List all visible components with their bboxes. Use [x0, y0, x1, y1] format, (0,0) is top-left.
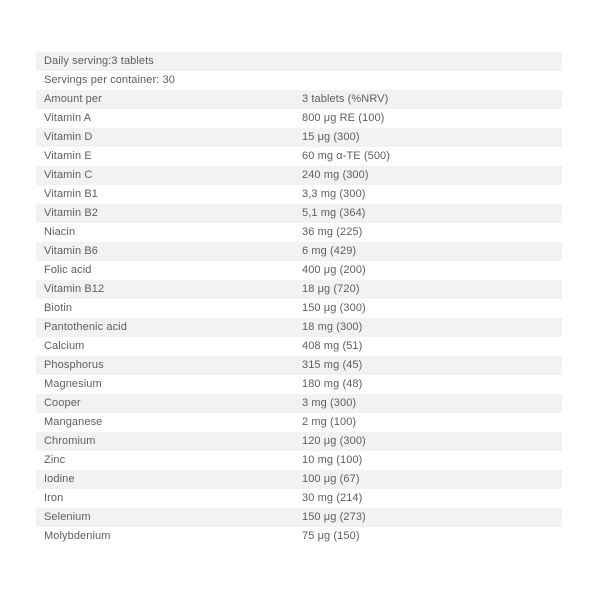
row-value: 10 mg (100) [302, 454, 363, 466]
table-row [36, 261, 562, 280]
row-value: 240 mg (300) [302, 169, 369, 181]
table-row [36, 280, 562, 299]
row-label: Zinc [44, 454, 66, 466]
row-label: Vitamin D [44, 131, 93, 143]
table-row [36, 318, 562, 337]
table-row [36, 470, 562, 489]
row-label: Niacin [44, 226, 76, 238]
row-value: 18 mg (300) [302, 321, 363, 333]
row-value: 3,3 mg (300) [302, 188, 366, 200]
row-value: 180 mg (48) [302, 378, 363, 390]
table-row [36, 432, 562, 451]
row-value: 18 μg (720) [302, 283, 360, 295]
table-row [36, 204, 562, 223]
row-value: 3 mg (300) [302, 397, 357, 409]
row-label: Selenium [44, 511, 91, 523]
row-label: Iron [44, 492, 64, 504]
row-label: Vitamin B6 [44, 245, 98, 257]
row-value: 315 mg (45) [302, 359, 363, 371]
table-row [36, 147, 562, 166]
table-info-row [36, 71, 562, 90]
table-row [36, 109, 562, 128]
table-row [36, 394, 562, 413]
row-label: Vitamin C [44, 169, 93, 181]
row-label: Vitamin B12 [44, 283, 105, 295]
row-label: Cooper [44, 397, 81, 409]
row-value: 2 mg (100) [302, 416, 357, 428]
row-label: Vitamin B2 [44, 207, 98, 219]
info-row-label: Servings per container: 30 [44, 74, 176, 86]
row-label: Calcium [44, 340, 85, 352]
table-row [36, 356, 562, 375]
row-label: Pantothenic acid [44, 321, 127, 333]
table-row [36, 299, 562, 318]
table-row [36, 527, 562, 546]
table-row [36, 128, 562, 147]
table-row [36, 242, 562, 261]
table-row [36, 489, 562, 508]
row-value: 5,1 mg (364) [302, 207, 366, 219]
table-row [36, 413, 562, 432]
row-value: 60 mg α-TE (500) [302, 150, 391, 162]
row-value: 400 μg (200) [302, 264, 366, 276]
row-value: 100 μg (67) [302, 473, 360, 485]
row-label: Vitamin B1 [44, 188, 98, 200]
table-row [36, 508, 562, 527]
row-label: Molybdenium [44, 530, 111, 542]
row-value: 6 mg (429) [302, 245, 357, 257]
row-value: 30 mg (214) [302, 492, 363, 504]
row-label: Folic acid [44, 264, 92, 276]
row-label: Biotin [44, 302, 73, 314]
header-label: Amount per [44, 93, 102, 105]
row-value: 75 μg (150) [302, 530, 360, 542]
table-info-row [36, 52, 562, 71]
table-header-row [36, 90, 562, 109]
row-value: 408 mg (51) [302, 340, 363, 352]
row-label: Chromium [44, 435, 96, 447]
row-label: Vitamin A [44, 112, 92, 124]
row-label: Phosphorus [44, 359, 104, 371]
row-value: 150 μg (273) [302, 511, 366, 523]
table-row [36, 451, 562, 470]
row-value: 800 μg RE (100) [302, 112, 385, 124]
info-row-label: Daily serving:3 tablets [44, 55, 154, 67]
header-value: 3 tablets (%NRV) [302, 93, 389, 105]
nutrition-facts-table [36, 52, 562, 546]
table-row [36, 337, 562, 356]
table-row [36, 375, 562, 394]
table-row [36, 166, 562, 185]
row-value: 15 μg (300) [302, 131, 360, 143]
row-label: Vitamin E [44, 150, 92, 162]
row-label: Magnesium [44, 378, 102, 390]
row-label: Manganese [44, 416, 103, 428]
row-label: Iodine [44, 473, 75, 485]
table-row [36, 185, 562, 204]
table-row [36, 223, 562, 242]
row-value: 150 μg (300) [302, 302, 366, 314]
row-value: 36 mg (225) [302, 226, 363, 238]
row-value: 120 μg (300) [302, 435, 366, 447]
